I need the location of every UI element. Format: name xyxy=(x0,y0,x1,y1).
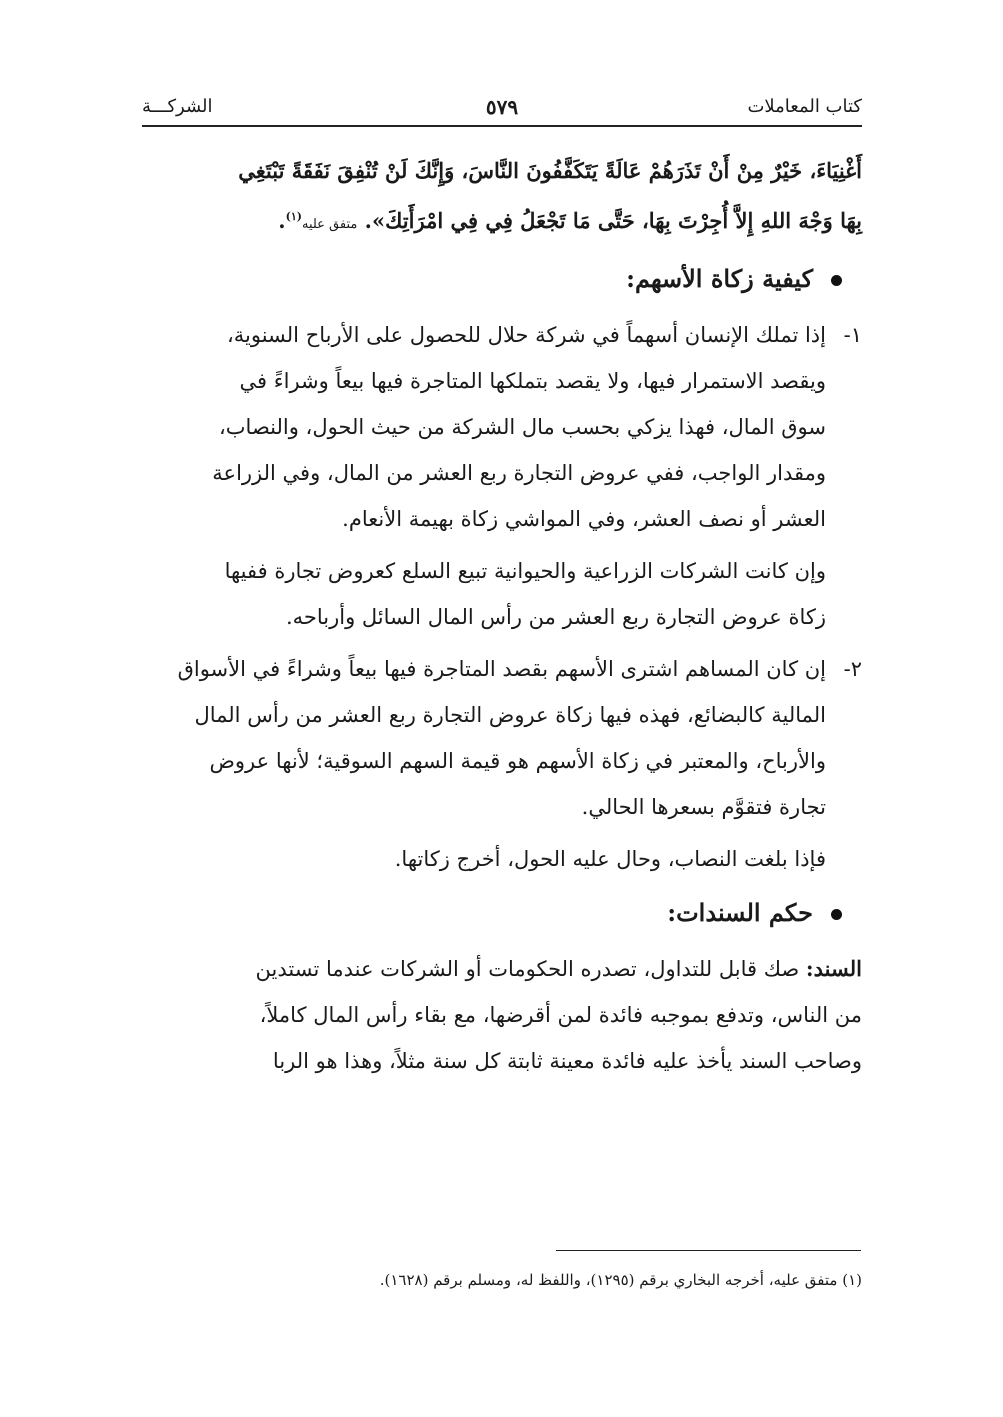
hadith-line-2 xyxy=(142,194,862,248)
list-item-2 xyxy=(142,646,862,882)
item-paragraph-line: فإذا بلغت النصاب، وحال عليه الحول، أخرج زكاتها. xyxy=(394,847,826,871)
item-paragraph-line: وإن كانت الشركات الزراعية والحيوانية تبيع السلع كعروض تجارة ففيها xyxy=(224,559,826,583)
item-line: ومقدار الواجب، ففي عروض التجارة ربع العشر من المال، وفي الزراعة xyxy=(212,461,826,485)
item-line: المالية كالبضائع، فهذه فيها زكاة عروض التجارة ربع العشر من رأس المال xyxy=(194,703,826,727)
bullet-icon xyxy=(831,909,842,920)
section-heading-text: كيفية زكاة الأسهم: xyxy=(626,264,813,293)
item-line: العشر أو نصف العشر، وفي المواشي زكاة بهيمة الأنعام. xyxy=(342,507,826,531)
footnote: (١) متفق عليه، أخرجه البخاري برقم (١٢٩٥)، واللفظ له، ومسلم برقم (١٦٢٨). xyxy=(379,1271,862,1289)
running-header xyxy=(142,94,862,126)
item-number: ٢- xyxy=(843,657,862,681)
bullet-icon xyxy=(831,275,842,286)
hadith-line-1: أَغْنِيَاءَ، خَيْرٌ مِنْ أَنْ تَذَرَهُمْ عَالَةً يَتَكَفَّفُونَ النَّاسَ، وَإِنَّكَ لَنْ تُنْفِقَ نَفَقَةً تَبْتَغِي xyxy=(238,158,862,183)
section-heading-bonds xyxy=(142,888,862,938)
section-heading-text: حكم السندات: xyxy=(667,898,813,927)
list-item-1 xyxy=(142,312,862,640)
bonds-line: من الناس، وتدفع بموجبه فائدة لمن أقرضها، مع بقاء رأس المال كاملاً، xyxy=(259,1003,862,1027)
hadith-line-2-text: بِهَا وَجْهَ اللهِ إِلاَّ أُجِرْتَ بِهَا، حَتَّى مَا تَجْعَلُ فِي فِي امْرَأَتِكَ». xyxy=(364,208,862,233)
definition-term: السند: xyxy=(805,956,862,981)
footnote-reference: (١) xyxy=(285,210,302,223)
item-line: إن كان المساهم اشترى الأسهم بقصد المتاجرة فيها بيعاً وشراءً في الأسواق xyxy=(177,657,826,681)
bonds-line: وصاحب السند يأخذ عليه فائدة معينة ثابتة كل سنة مثلاً، وهذا هو الربا xyxy=(272,1049,862,1073)
footnote-rule xyxy=(556,1250,861,1251)
page-body xyxy=(142,148,862,1084)
item-line: سوق المال، فهذا يزكي بحسب مال الشركة من حيث الحول، والنصاب، xyxy=(219,415,826,439)
bonds-line-text: صك قابل للتداول، تصدره الحكومات أو الشركات عندما تستدين xyxy=(255,957,806,981)
item-line: والأرباح، والمعتبر في زكاة الأسهم هو قيمة السهم السوقية؛ لأنها عروض xyxy=(209,749,826,773)
hadith-end: . xyxy=(278,208,286,233)
item-number: ١- xyxy=(843,323,862,347)
item-paragraph-line: زكاة عروض التجارة ربع العشر من رأس المال السائل وأرباحه. xyxy=(285,605,826,629)
section-heading-shares-zakat xyxy=(142,254,862,304)
hadith-quote xyxy=(142,148,862,248)
item-line: تجارة فتقوَّم بسعرها الحالي. xyxy=(581,795,826,819)
chapter-title: الشركـــة xyxy=(142,96,213,117)
bonds-paragraph xyxy=(142,946,862,1084)
hadith-attribution: متفق عليه xyxy=(301,217,358,232)
item-line: ويقصد الاستمرار فيها، ولا يقصد بتملكها المتاجرة فيها بيعاً وشراءً في xyxy=(239,369,826,393)
item-line: إذا تملك الإنسان أسهماً في شركة حلال للحصول على الأرباح السنوية، xyxy=(226,323,826,347)
page-number: ٥٧٩ xyxy=(485,95,519,119)
book-title: كتاب المعاملات xyxy=(747,96,862,117)
header-rule xyxy=(142,125,862,127)
bonds-line xyxy=(142,946,862,992)
